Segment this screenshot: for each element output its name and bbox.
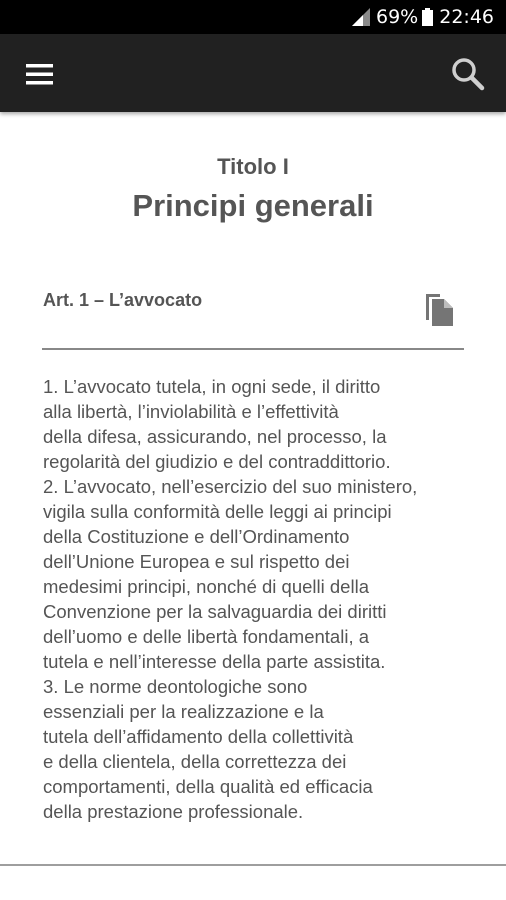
hamburger-menu-icon: [20, 56, 60, 92]
article-text-line: e della clientela, della correttezza dei: [43, 751, 347, 772]
article-text-line: comportamenti, della qualità ed efficacia: [43, 776, 373, 797]
article-divider: [42, 348, 464, 350]
article-text-line: 2. L’avvocato, nell’esercizio del suo ministero,: [43, 476, 418, 497]
article-text-line: tutela dell’affidamento della collettività: [43, 726, 354, 747]
article-title: Art. 1 – L’avvocato: [43, 290, 203, 310]
app-toolbar: [0, 34, 506, 112]
status-bar: [0, 0, 506, 34]
article-text-line: della difesa, assicurando, nel processo, la: [43, 426, 387, 447]
section-heading: Principi generali: [132, 188, 374, 223]
battery-icon: [422, 8, 433, 26]
signal-icon: [352, 8, 370, 26]
copy-icon: [423, 292, 457, 328]
battery-percent: 69%: [376, 6, 419, 28]
copy-button[interactable]: [423, 292, 457, 328]
bottom-divider: [0, 864, 506, 866]
article-text-line: dell’uomo e delle libertà fondamentali, a: [43, 626, 370, 647]
section-label: Titolo I: [217, 154, 289, 179]
search-icon: [448, 54, 488, 94]
article-text-line: alla libertà, l’inviolabilità e l’effettività: [43, 401, 339, 422]
article-text-line: regolarità del giudizio e del contraddittorio.: [43, 451, 391, 472]
article-text-line: della Costituzione e dell’Ordinamento: [43, 526, 350, 547]
article-text-line: 1. L’avvocato tutela, in ogni sede, il diritto: [43, 376, 381, 397]
article-body: [43, 374, 473, 824]
article-text-line: tutela e nell’interesse della parte assistita.: [43, 651, 386, 672]
clock: 22:46: [439, 6, 494, 28]
article-text-line: dell’Unione Europea e sul rispetto dei: [43, 551, 350, 572]
article-text-line: 3. Le norme deontologiche sono: [43, 676, 308, 697]
article-text-line: Convenzione per la salvaguardia dei diritti: [43, 601, 387, 622]
menu-button[interactable]: [20, 56, 60, 92]
article-text-line: essenziali per la realizzazione e la: [43, 701, 324, 722]
article-text-line: vigila sulla conformità delle leggi ai principi: [43, 501, 392, 522]
article-text-line: della prestazione professionale.: [43, 801, 304, 822]
search-button[interactable]: [448, 54, 488, 94]
article-text-line: medesimi principi, nonché di quelli della: [43, 576, 369, 597]
